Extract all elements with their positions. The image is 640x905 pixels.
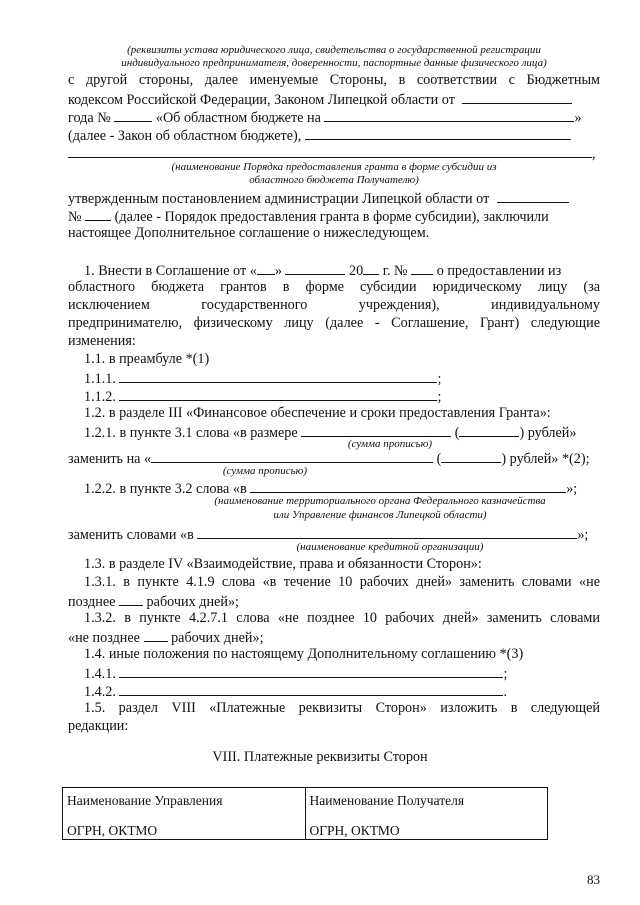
blank-line[interactable] [151, 449, 433, 463]
blank-line[interactable] [250, 479, 566, 493]
text-span: ( [454, 425, 460, 441]
paragraph-line: изменения: [68, 333, 136, 349]
blank-line[interactable] [462, 90, 572, 104]
text-span: № [68, 209, 82, 225]
text-span: 1.4.1. [84, 666, 116, 682]
paragraph-line [68, 592, 600, 611]
treasury-note-line-1: (наименование территориального органа Федерального казначейства [214, 495, 546, 507]
paragraph-line [68, 682, 616, 701]
header-note-line-1: (реквизиты устава юридического лица, свидетельства о государственной регистрации [127, 44, 541, 56]
paragraph-line: 1.3.2. в пункте 4.2.7.1 слова «не позднее 10 рабочих дней» заменить словами [84, 610, 600, 626]
blank-line[interactable] [68, 144, 592, 158]
blank-line[interactable] [119, 369, 437, 383]
table-row [63, 788, 548, 840]
text-span: ; [503, 666, 508, 682]
header-note-line-2: индивидуального предпринимателя, доверенности, паспортные данные физического лица) [121, 57, 547, 69]
paragraph-line: 1.5. раздел VIII «Платежные реквизиты Сторон» изложить в следующей [84, 700, 600, 716]
sum-note: (сумма прописью) [347, 438, 433, 450]
paragraph-line [68, 369, 616, 388]
blank-line[interactable] [119, 682, 503, 696]
text-span: позднее [68, 594, 116, 610]
text-span: года № [68, 110, 111, 126]
order-note-line-2: областного бюджета Получателю) [249, 174, 419, 186]
text-span: » [574, 110, 582, 126]
recipient-name-label: Наименование Получателя [309, 793, 465, 808]
text-span: «Об областном бюджете на [155, 110, 321, 126]
paragraph-line: 1.3.1. в пункте 4.1.9 слова «в течение 10 рабочих дней» заменить словами «не [84, 574, 600, 590]
paragraph-line: настоящее Дополнительное соглашение о нижеследующем. [68, 225, 430, 241]
order-note-line-1: (наименование Порядка предоставления гранта в форме субсидии из [171, 161, 497, 173]
text-span: о предоставлении из [436, 263, 562, 279]
text-span: 1. Внести в Соглашение от « [84, 263, 257, 279]
text-span: кодексом Российской Федерации, Законом Липецкой области от [68, 92, 455, 108]
blank-line[interactable] [257, 261, 275, 275]
paragraph-line [68, 189, 600, 208]
paragraph-line: редакции: [68, 718, 129, 734]
text-span: заменить на « [68, 451, 152, 467]
paragraph-line: 1.2. в разделе III «Финансовое обеспечение и сроки предоставления Гранта»: [84, 405, 551, 421]
paragraph-line [68, 628, 600, 647]
paragraph-line: 1.4. иные положения по настоящему Дополнительному соглашению *(3) [84, 646, 524, 662]
blank-line[interactable] [114, 108, 152, 122]
text-span: г. № [382, 263, 408, 279]
paragraph-line: 1.3. в разделе IV «Взаимодействие, права и обязанности Сторон»: [84, 556, 482, 572]
text-span: 1.2.2. в пункте 3.2 слова «в [84, 481, 247, 497]
text-span: 1.1.2. [84, 389, 116, 405]
text-span: рабочих дней»; [171, 630, 264, 646]
blank-line[interactable] [119, 592, 143, 606]
text-span: (далее - Порядок предоставления гранта в форме субсидии), заключили [114, 209, 549, 225]
recipient-ogrn-label: ОГРН, ОКТМО [309, 823, 400, 838]
text-span: . [503, 684, 508, 700]
text-span: ( [436, 451, 442, 467]
paragraph-line [68, 261, 600, 280]
text-span: 1.2.1. в пункте 3.1 слова «в размере [84, 425, 298, 441]
text-span: , [592, 146, 596, 162]
text-span: утвержденным постановлением администрации Липецкой области от [68, 191, 490, 207]
table-cell [63, 788, 306, 840]
blank-line[interactable] [285, 261, 345, 275]
blank-line[interactable] [144, 628, 168, 642]
paragraph-line: с другой стороны, далее именуемые Стороны, в соответствии с Бюджетным [68, 72, 600, 88]
text-span: ; [437, 371, 442, 387]
management-ogrn-label: ОГРН, ОКТМО [67, 823, 158, 838]
blank-line[interactable] [85, 207, 111, 221]
text-span: 1.4.2. [84, 684, 116, 700]
table-cell [305, 788, 548, 840]
blank-line[interactable] [324, 108, 574, 122]
blank-line[interactable] [459, 423, 519, 437]
section-heading: VIII. Платежные реквизиты Сторон [212, 749, 428, 765]
paragraph-line: исключением государственного учреждения), индивидуальному [68, 297, 600, 313]
paragraph-line [68, 126, 600, 145]
text-span: 1.1.1. [84, 371, 116, 387]
blank-line[interactable] [119, 664, 503, 678]
text-span: »; [577, 527, 589, 543]
paragraph-line [68, 387, 616, 406]
text-span: » [274, 263, 282, 279]
text-span: рабочих дней»; [146, 594, 239, 610]
management-name-label: Наименование Управления [67, 793, 223, 808]
blank-line[interactable] [197, 525, 577, 539]
blank-line[interactable] [363, 261, 379, 275]
credit-org-note: (наименование кредитной организации) [296, 541, 484, 553]
blank-line[interactable] [497, 189, 569, 203]
text-span: ; [437, 389, 442, 405]
blank-line[interactable] [441, 449, 501, 463]
blank-line[interactable] [411, 261, 433, 275]
paragraph-line [68, 207, 600, 226]
paragraph-line [68, 664, 616, 683]
paragraph-line: областного бюджета грантов в форме субсидии юридическому лицу (за [68, 279, 600, 295]
blank-line[interactable] [301, 423, 451, 437]
paragraph-line: предпринимателю, физическому лицу (далее - Соглашение, Грант) следующие [68, 315, 600, 331]
paragraph-line [68, 90, 600, 109]
page-number: 83 [587, 872, 600, 887]
paragraph-line [68, 108, 600, 127]
sum-note: (сумма прописью) [222, 465, 308, 477]
text-span: заменить словами «в [68, 527, 194, 543]
text-span: 20 [349, 263, 364, 279]
text-span: »; [566, 481, 578, 497]
text-span: (далее - Закон об областном бюджете), [68, 128, 302, 144]
text-span: ) рублей» [519, 425, 577, 441]
blank-line[interactable] [119, 387, 437, 401]
paragraph-line: 1.1. в преамбуле *(1) [84, 351, 210, 367]
blank-line[interactable] [305, 126, 571, 140]
text-span: ) рублей» *(2); [501, 451, 590, 467]
paragraph-line [68, 449, 600, 468]
text-span: «не позднее [68, 630, 140, 646]
treasury-note-line-2: или Управление финансов Липецкой области) [273, 509, 487, 521]
payment-details-table [62, 787, 548, 840]
